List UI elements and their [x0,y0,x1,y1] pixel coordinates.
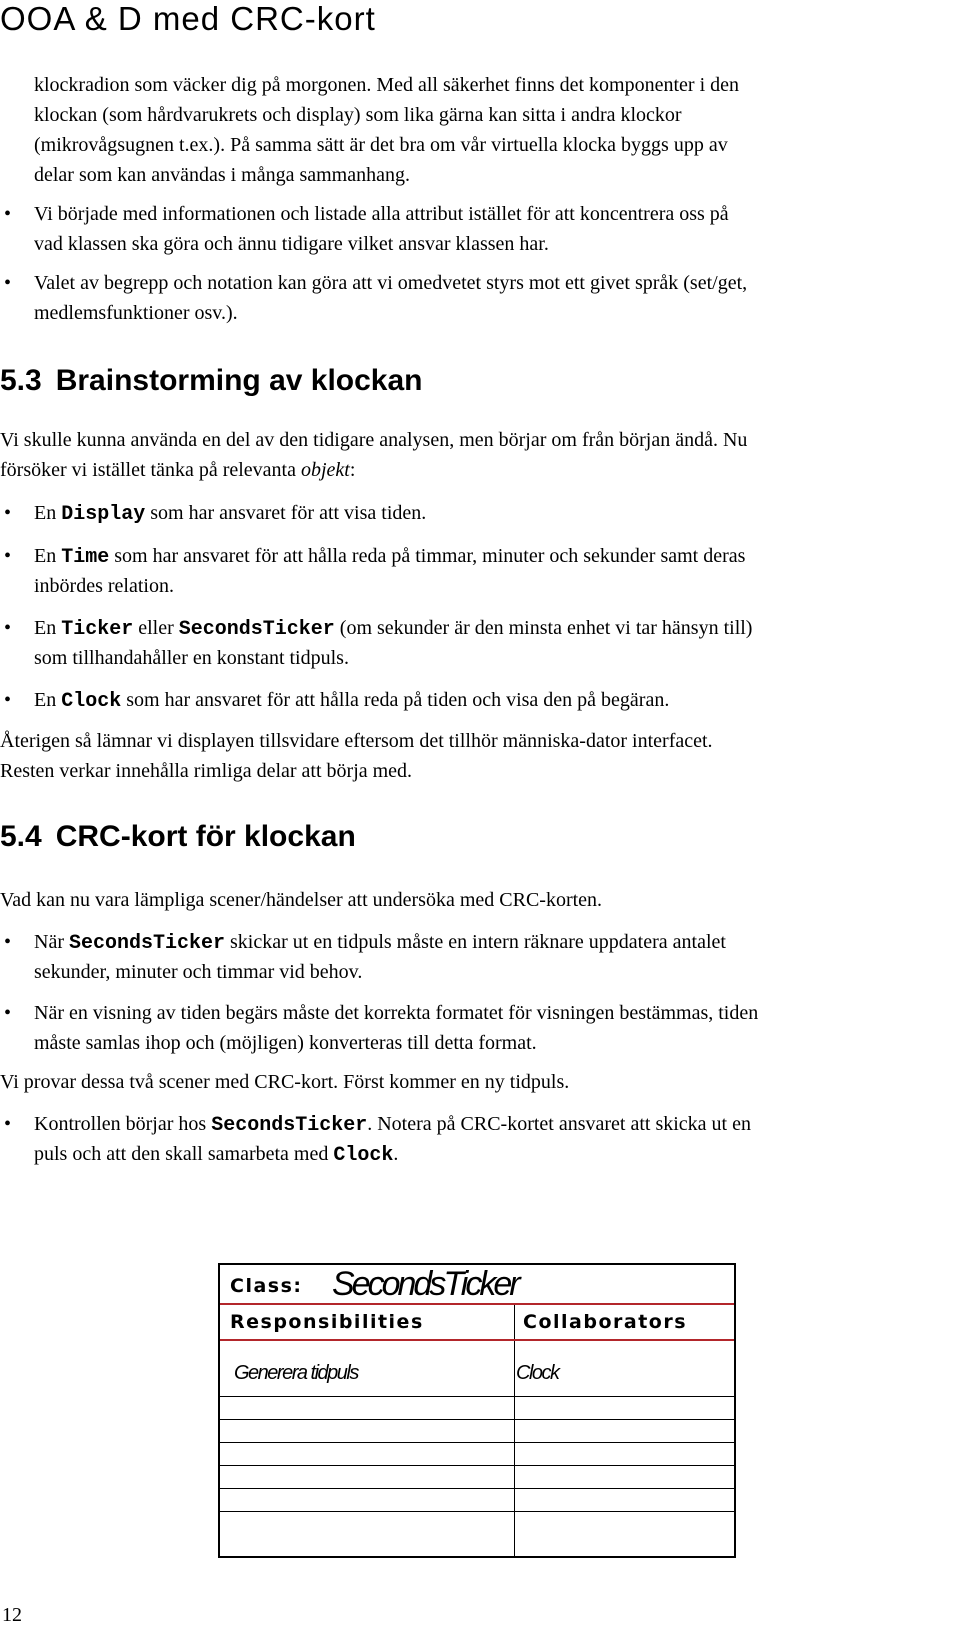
emphasis-objekt: objekt [301,459,350,481]
bullet-icon: • [4,1002,12,1024]
text-line: Vi började med informationen och listade alla attribut istället för att koncentrera oss på [34,203,729,225]
text-span: . [393,1143,399,1165]
text-line [34,931,726,955]
bullet-icon: • [4,203,12,225]
text-line: Resten verkar innehålla rimliga delar att börja med. [0,760,413,782]
text-line [34,502,426,526]
text-line: Vi provar dessa två scener med CRC-kort. Först kommer en ny tidpuls. [0,1071,570,1093]
text-line: som tillhandahåller en konstant tidpuls. [34,647,349,669]
text-span: Kontrollen börjar hos [34,1113,212,1135]
text-line: klockradion som väcker dig på morgonen. Med all säkerhet finns det komponenter i den [34,74,739,96]
text-span: puls och att den skall samarbeta med [34,1143,334,1165]
code-secondsticker: SecondsTicker [68,932,226,955]
page-number: 12 [2,1604,22,1626]
section-heading-5-4 [0,820,356,854]
text-line: Återigen så lämnar vi displayen tillsvidare eftersom det tillhör människa-dator interfacet. [0,730,713,752]
text-span: När [34,931,69,953]
crc-responsibilities-label: Responsibilities [230,1311,424,1333]
crc-class-label: Class: [230,1275,303,1297]
text-span: (om sekunder är den minsta enhet vi tar hänsyn till) [334,617,753,639]
text-line [0,459,355,482]
text-line: sekunder, minuter och timmar vid behov. [34,961,363,983]
text-line: Vad kan nu vara lämpliga scener/händelser att undersöka med CRC-korten. [0,889,603,911]
bullet-icon: • [4,545,12,567]
code-secondsticker: SecondsTicker [211,1114,368,1137]
text-line [34,689,669,713]
crc-row-line [220,1442,734,1443]
crc-collaborator-item: Clock [516,1362,559,1384]
text-line: När en visning av tiden begärs måste det korrekta formatet för visningen bestämmas, tiden [34,1002,759,1024]
crc-column-divider [514,1305,515,1556]
text-span: eller [133,617,179,639]
crc-row-line [220,1488,734,1489]
text-span: En [34,502,62,524]
crc-class-name: SecondsTicker [332,1265,518,1303]
text-span: : [349,459,356,481]
text-line: måste samlas ihop och (möjligen) konverteras till detta format. [34,1032,537,1054]
crc-card [218,1263,736,1558]
bullet-icon: • [4,931,12,953]
text-line: klockan (som hårdvarukrets och display) som lika gärna kan sitta i andra klockor [34,104,682,126]
section-title: CRC-kort för klockan [55,820,356,853]
crc-row-line [220,1396,734,1397]
bullet-icon: • [4,502,12,524]
text-line: medlemsfunktioner osv.). [34,302,238,324]
crc-header-divider [220,1303,734,1305]
text-line [34,545,745,569]
text-span: försöker vi istället tänka på relevanta [0,459,301,481]
crc-collaborators-label: Collaborators [523,1311,688,1333]
text-span: En [34,545,62,567]
crc-row-line [220,1419,734,1420]
text-line: inbördes relation. [34,575,174,597]
code-secondsticker: SecondsTicker [178,618,335,641]
crc-responsibility-item: Generera tidpuls [234,1362,358,1384]
code-clock: Clock [61,690,122,713]
section-heading-5-3 [0,364,423,398]
text-span: En [34,617,62,639]
code-display: Display [61,503,146,526]
page-header-title: OOA & D med CRC-kort [0,0,376,37]
text-span: som har ansvaret för att visa tiden. [145,502,427,524]
section-number: 5.4 [0,820,42,853]
text-span: skickar ut en tidpuls måste en intern räknare uppdatera antalet [225,931,726,953]
text-line [34,1113,751,1137]
text-line: delar som kan användas i många sammanhang. [34,164,410,186]
bullet-icon: • [4,689,12,711]
text-line: (mikrovågsugnen t.ex.). På samma sätt är det bra om vår virtuella klocka byggs upp av [34,134,728,156]
bullet-icon: • [4,1113,12,1135]
crc-row-line [220,1511,734,1512]
bullet-icon: • [4,272,12,294]
text-line: Vi skulle kunna använda en del av den tidigare analysen, men börjar om från början ändå. Nu [0,429,748,451]
text-span: En [34,689,62,711]
text-line: Valet av begrepp och notation kan göra att vi omedvetet styrs mot ett givet språk (set/get, [34,272,748,294]
text-span: som har ansvaret för att hålla reda på timmar, minuter och sekunder samt deras [109,545,746,567]
crc-row-line [220,1465,734,1466]
text-line [34,617,752,641]
bullet-icon: • [4,617,12,639]
section-title: Brainstorming av klockan [55,364,423,397]
code-ticker: Ticker [61,618,134,641]
text-span: . Notera på CRC-kortet ansvaret att skicka ut en [367,1113,751,1135]
code-time: Time [61,546,110,569]
text-line: vad klassen ska göra och ännu tidigare vilket ansvar klassen har. [34,233,549,255]
text-line [34,1143,398,1167]
section-number: 5.3 [0,364,42,397]
crc-column-header-divider [220,1339,734,1341]
text-span: som har ansvaret för att hålla reda på tiden och visa den på begäran. [121,689,670,711]
code-clock: Clock [333,1144,394,1167]
